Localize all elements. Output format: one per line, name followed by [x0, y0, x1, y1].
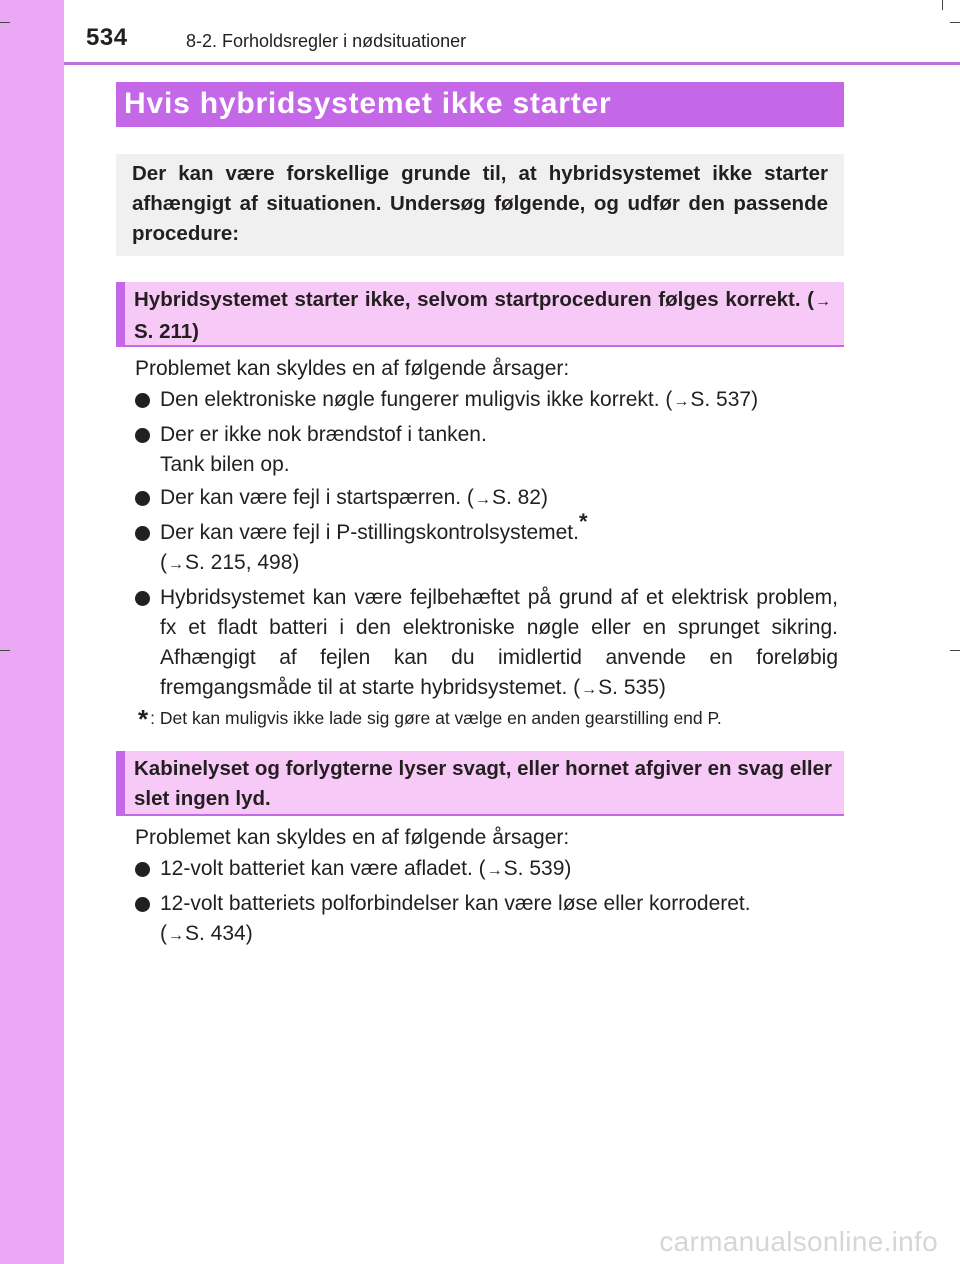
page-ref-link[interactable]: S. 211: [134, 320, 193, 343]
footnote-marker: *: [138, 704, 149, 734]
bullet-text: 12-volt batteriet kan være afladet. (: [160, 857, 486, 880]
page-ref-link[interactable]: S. 434: [185, 922, 246, 945]
bullet-icon: [135, 428, 150, 443]
heading-text: Kabinelyset og forlygterne lyser svagt, eller hornet afgiver en svag eller slet ingen lyd.: [134, 757, 832, 810]
crop-mark: [0, 22, 10, 23]
bullet-icon: [135, 491, 150, 506]
section-label: 8-2. Forholdsregler i nødsituationer: [186, 31, 467, 51]
section-2-bullets: [133, 854, 838, 954]
crop-mark: [942, 0, 943, 10]
arrow-icon: →: [474, 491, 491, 508]
heading-text: Hybridsystemet starter ikke, selvom startproceduren følges korrekt. (: [134, 288, 814, 311]
list-item: [133, 420, 838, 480]
arrow-icon: →: [581, 681, 598, 698]
intro-box: [116, 154, 844, 256]
bullet-icon: [135, 591, 150, 606]
intro-text: Der kan være forskellige grunde til, at hybridsystemet ikke starter afhængigt af situationen. Undersøg følgende, og udfør den passende procedure:: [132, 162, 828, 245]
bullet-icon: [135, 897, 150, 912]
page-number: 534: [86, 24, 128, 51]
paren-open: (: [160, 551, 167, 574]
list-item: [133, 583, 838, 705]
arrow-icon: →: [168, 556, 184, 573]
page-sidebar-tab: [0, 0, 64, 1264]
crop-mark: [950, 650, 960, 651]
list-item: [133, 509, 838, 580]
bullet-text: Der er ikke nok brændstof i tanken.: [160, 423, 487, 446]
section-2-lead: Problemet kan skyldes en af følgende årsager:: [135, 826, 570, 849]
crop-mark: [950, 22, 960, 23]
arrow-icon: →: [815, 293, 831, 310]
bullet-icon: [135, 862, 150, 877]
list-item: [133, 854, 838, 886]
list-item: [133, 385, 838, 417]
paren-close: ): [658, 676, 666, 699]
footnote-marker: *: [578, 509, 588, 534]
bullet-text: Der kan være fejl i P-stillingskontrolsystemet.: [160, 521, 579, 544]
bullet-text: Der kan være fejl i startspærren. (: [160, 486, 474, 509]
bullet-icon: [135, 526, 150, 541]
section-1-bullets: [133, 385, 838, 708]
bullet-text-line2: Tank bilen op.: [160, 453, 290, 476]
paren-close: ): [540, 486, 548, 509]
bullet-text: Den elektroniske nøgle fungerer muligvis ikke korrekt. (: [160, 388, 673, 411]
bullet-text: 12-volt batteriets polforbindelser kan være løse eller korroderet.: [160, 892, 751, 915]
paren-close: ): [245, 922, 253, 945]
bullet-text: Hybridsystemet kan være fejlbehæftet på grund af et elektrisk problem, fx et fladt batteri i den elektroniske nøgle eller en sprunget sikring. Afhængigt af fejlen kan du imidlertid anvende en foreløbig fremgangsmåde til at starte hybridsystemet. (: [160, 586, 838, 699]
footnote-text: : Det kan muligvis ikke lade sig gøre at vælge en anden gearstilling end P.: [150, 708, 722, 728]
paren-close: ): [564, 857, 572, 880]
page-ref-link[interactable]: S. 215, 498: [185, 551, 293, 574]
arrow-icon: →: [486, 862, 503, 879]
list-item: [133, 889, 838, 951]
page-ref-link[interactable]: S. 537: [690, 388, 752, 411]
paren-open: (: [160, 922, 167, 945]
page-ref-link[interactable]: S. 539: [503, 857, 565, 880]
footnote: [138, 704, 722, 734]
page-ref-link[interactable]: S. 82: [491, 486, 541, 509]
crop-mark: [0, 650, 10, 651]
header-rule: [64, 62, 960, 65]
page-ref-link[interactable]: S. 535: [598, 676, 659, 699]
bullet-icon: [135, 393, 150, 408]
arrow-icon: →: [673, 393, 690, 410]
section-1-lead: Problemet kan skyldes en af følgende årsager:: [135, 357, 570, 380]
paren-close: ): [751, 388, 759, 411]
list-item: [133, 483, 838, 515]
page-title: Hvis hybridsystemet ikke starter: [116, 82, 844, 127]
paren-close: ): [292, 551, 300, 574]
section-heading-2: [116, 751, 844, 816]
watermark: carmanualsonline.info: [659, 1226, 938, 1257]
paren-close: ): [192, 320, 199, 343]
section-heading-1: [116, 282, 844, 347]
arrow-icon: →: [168, 927, 184, 944]
